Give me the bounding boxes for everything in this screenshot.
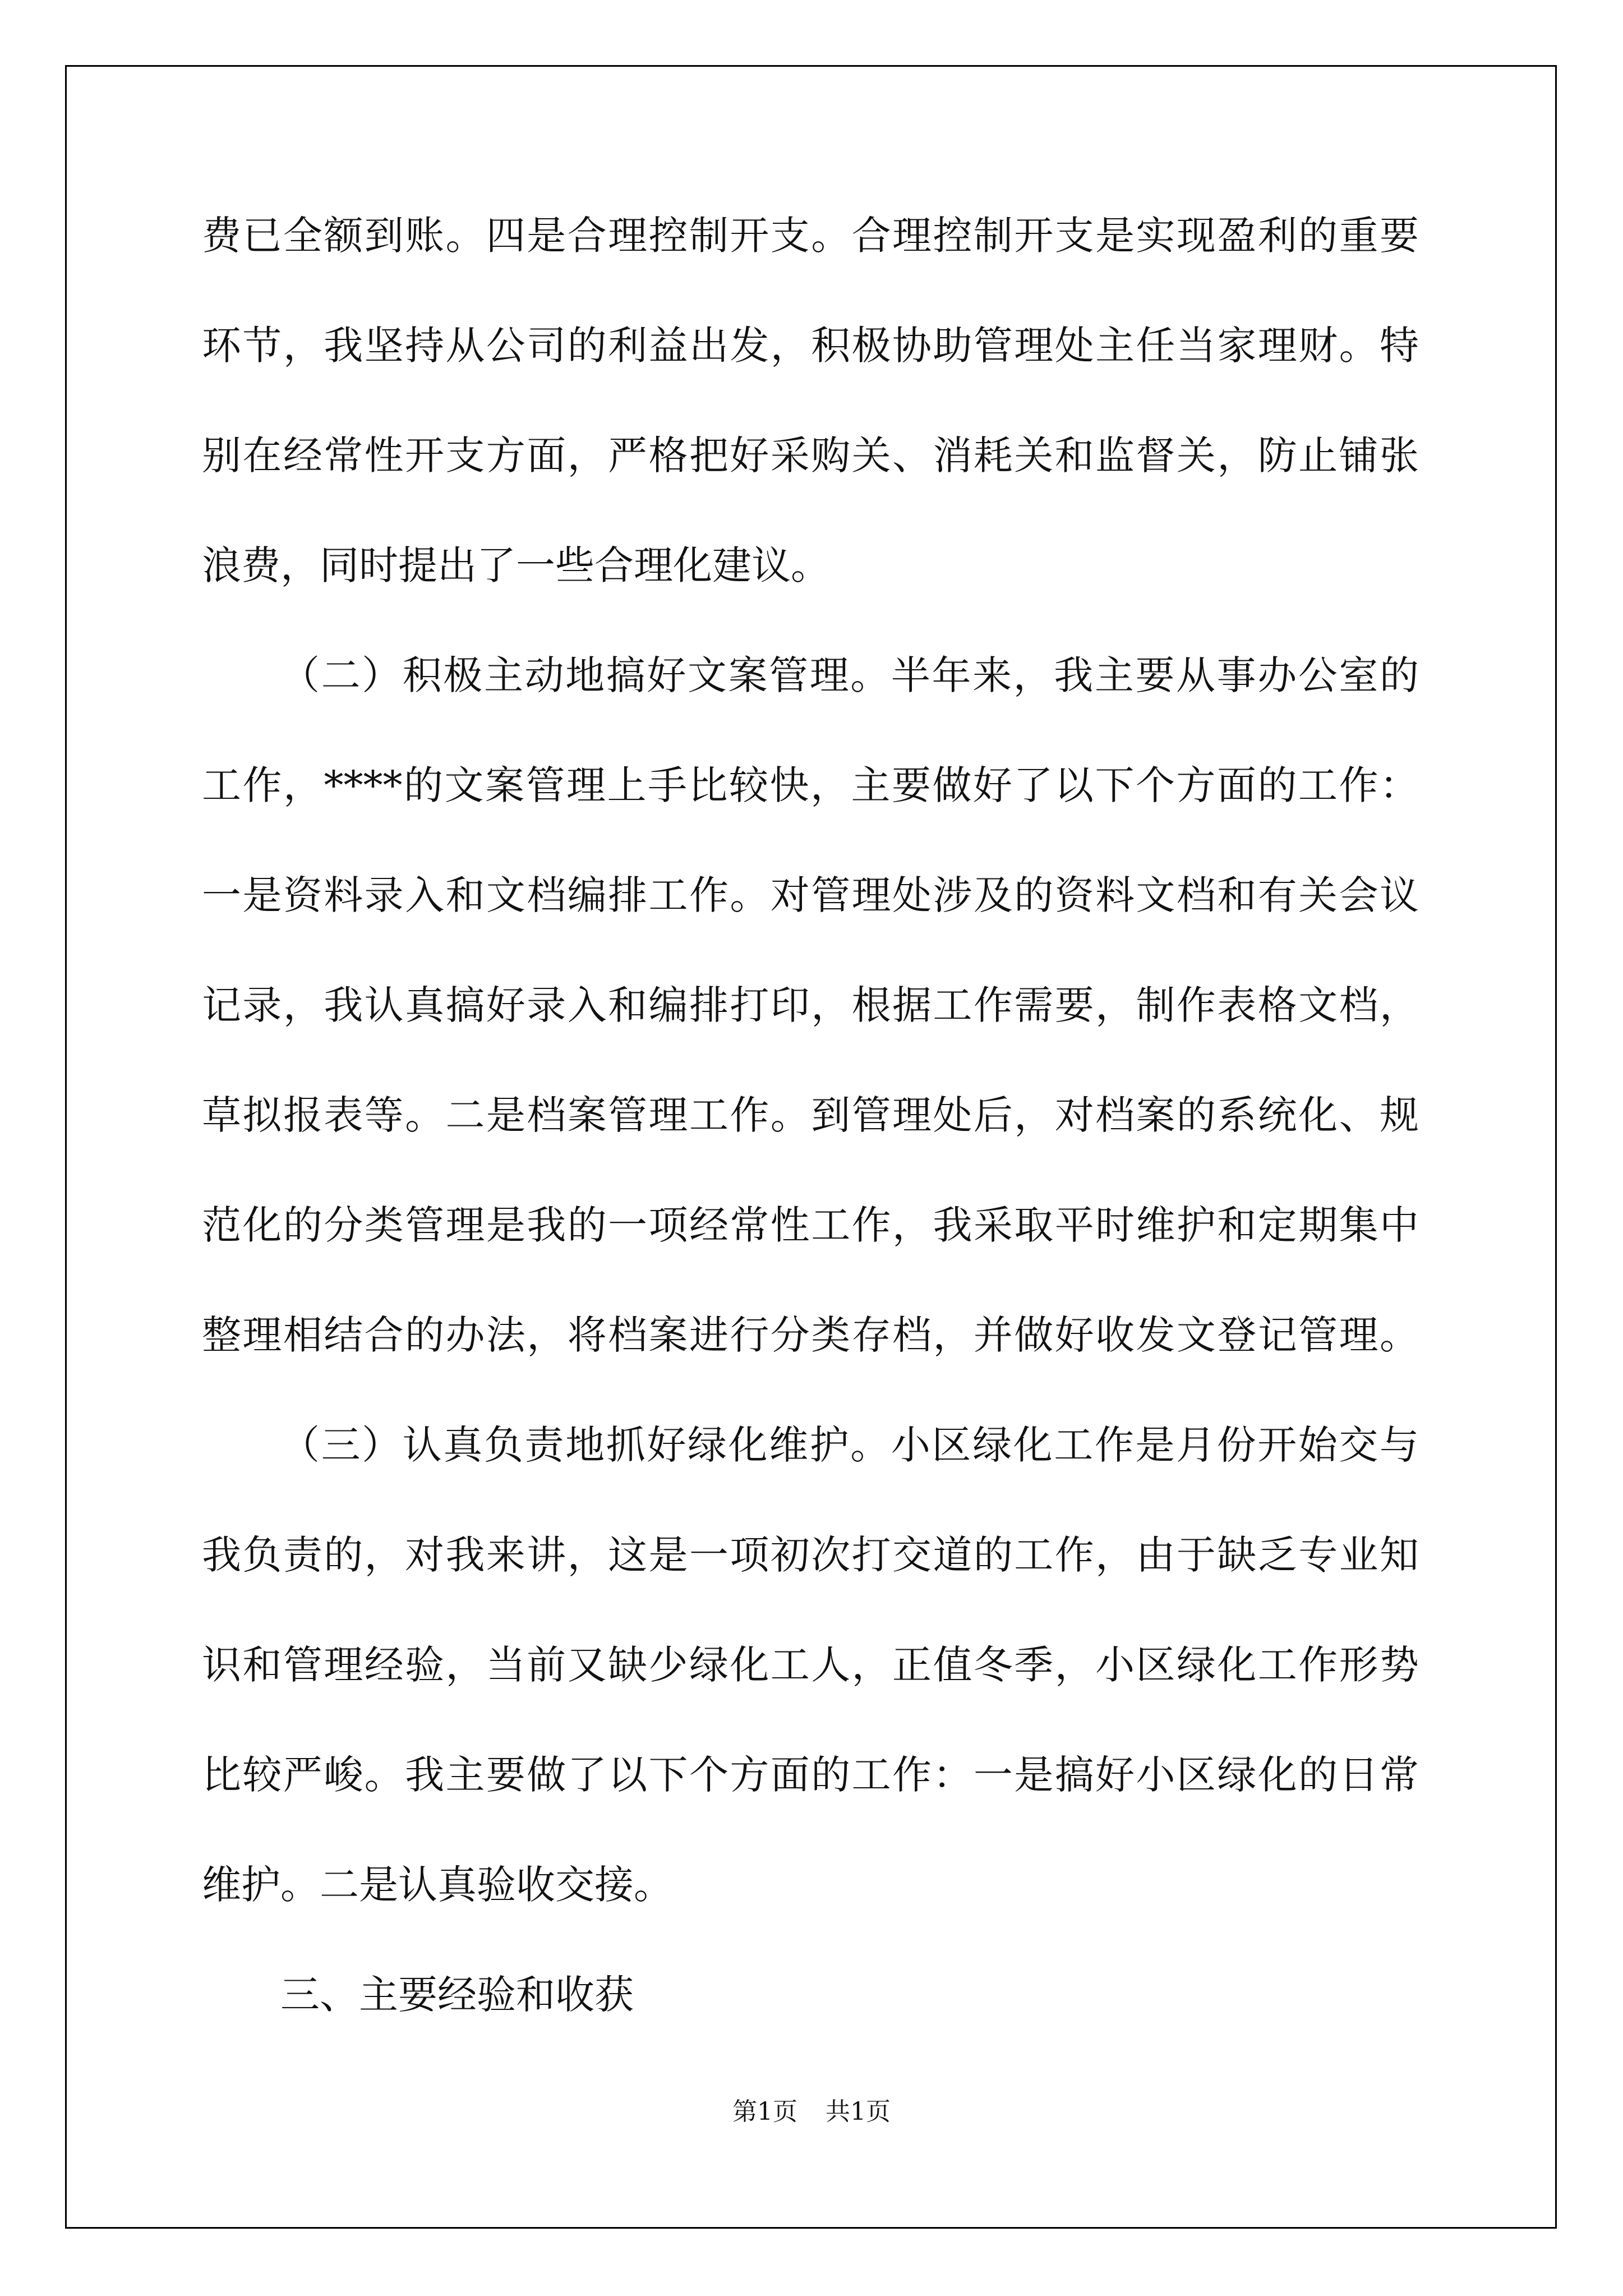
text-line: 比较严峻。我主要做了以下个方面的工作：一是搞好小区绿化的日常	[202, 1752, 1419, 1798]
text-line: 记录，我认真搞好录入和编排打印，根据工作需要，制作表格文档，	[202, 982, 1419, 1028]
text-line: 我负责的，对我来讲，这是一项初次打交道的工作，由于缺乏专业知	[202, 1532, 1419, 1578]
text-line: 一是资料录入和文档编排工作。对管理处涉及的资料文档和有关会议	[202, 872, 1419, 918]
text-line: 草拟报表等。二是档案管理工作。到管理处后，对档案的系统化、规	[202, 1092, 1419, 1138]
text-line: 工作，****的文案管理上手比较快，主要做好了以下个方面的工作：	[202, 762, 1419, 808]
page-number: 第1页	[732, 2097, 797, 2126]
text-line: 识和管理经验，当前又缺少绿化工人，正值冬季，小区绿化工作形势	[202, 1642, 1419, 1688]
text-line: 环节，我坚持从公司的利益出发，积极协助管理处主任当家理财。特	[202, 323, 1419, 369]
paragraph-heading-3: （三）认真负责地抓好绿化维护。小区绿化工作是月份开始交与	[280, 1422, 1419, 1468]
section-heading: 三、主要经验和收获	[280, 1972, 634, 2018]
text-line: 范化的分类管理是我的一项经常性工作，我采取平时维护和定期集中	[202, 1202, 1419, 1248]
paragraph-heading-2: （二）积极主动地搞好文案管理。半年来，我主要从事办公室的	[280, 652, 1419, 698]
text-line: 浪费，同时提出了一些合理化建议。	[202, 542, 830, 588]
text-line: 整理相结合的办法，将档案进行分类存档，并做好收发文登记管理。	[202, 1312, 1419, 1358]
page-footer	[0, 2095, 1623, 2129]
page-total: 共1页	[826, 2097, 891, 2126]
text-line: 别在经常性开支方面，严格把好采购关、消耗关和监督关，防止铺张	[202, 432, 1419, 478]
text-line: 维护。二是认真验收交接。	[202, 1862, 673, 1908]
text-line: 费已全额到账。四是合理控制开支。合理控制开支是实现盈利的重要	[202, 213, 1419, 259]
